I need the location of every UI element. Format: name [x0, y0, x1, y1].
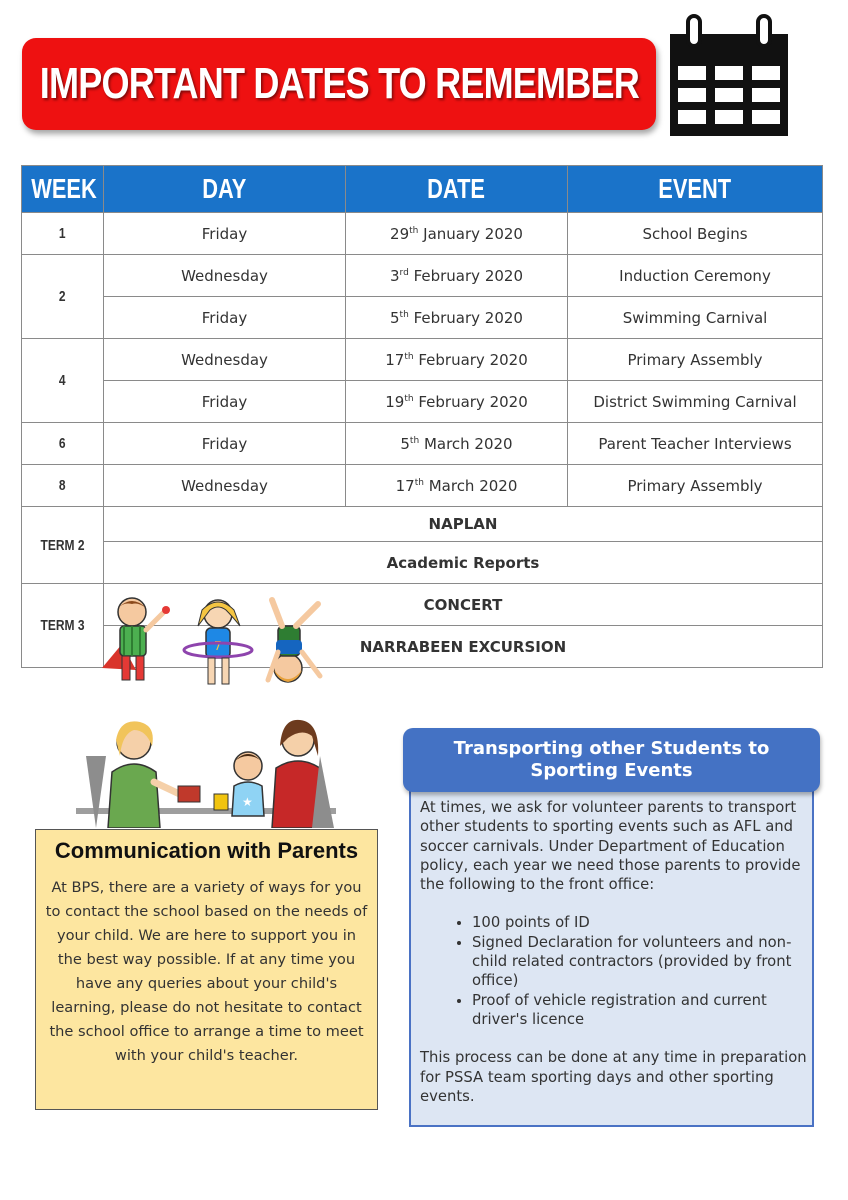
week-cell: 6	[22, 423, 104, 465]
calendar-icon	[668, 14, 790, 138]
transport-body	[420, 798, 808, 1106]
term-event-cell: NAPLAN	[104, 507, 823, 542]
week-cell: 8	[22, 465, 104, 507]
date-cell: 3rd February 2020	[346, 255, 568, 297]
table-row	[22, 213, 823, 255]
term-label-cell: TERM 3	[22, 584, 104, 668]
col-header-week: WEEK	[22, 166, 104, 213]
col-header-date: DATE	[346, 166, 568, 213]
col-header-event: EVENT	[568, 166, 823, 213]
transport-title: Transporting other Students to Sporting Events	[453, 738, 770, 781]
week-cell: 4	[22, 339, 104, 423]
svg-text:7: 7	[214, 639, 222, 653]
event-cell: Parent Teacher Interviews	[568, 423, 823, 465]
date-cell: 17th February 2020	[346, 339, 568, 381]
term-event-cell: CONCERT	[104, 584, 823, 626]
transport-intro: At times, we ask for volunteer parents to transport other students to sporting events such as AFL and soccer carnivals. Under Department of Education policy, each year we need those parents to provide the following to the front office:	[420, 799, 801, 894]
title-banner	[22, 38, 656, 130]
kids-illustration	[92, 596, 342, 696]
term-event-cell: NARRABEEN EXCURSION	[104, 626, 823, 668]
table-row	[22, 255, 823, 297]
day-cell: Friday	[104, 297, 346, 339]
event-cell: District Swimming Carnival	[568, 381, 823, 423]
day-cell: Friday	[104, 381, 346, 423]
list-item: • 100 points of ID	[472, 913, 808, 932]
date-cell: 5th February 2020	[346, 297, 568, 339]
event-cell: School Begins	[568, 213, 823, 255]
transport-outro: This process can be done at any time in preparation for PSSA team sporting days and other sporting events.	[420, 1049, 807, 1105]
date-cell: 17th March 2020	[346, 465, 568, 507]
list-item: • Proof of vehicle registration and current driver's licence	[472, 991, 808, 1030]
day-cell: Friday	[104, 213, 346, 255]
communication-box	[35, 829, 378, 1110]
communication-body: At BPS, there are a variety of ways for you to contact the school based on the needs of your child. We are here to support you in the best way possible. If at any time you have any queries about your child's learning, please do not hesitate to contact the school office to arrange a time to meet with your child's teacher.	[45, 879, 368, 1064]
day-cell: Wednesday	[104, 339, 346, 381]
col-header-day: DAY	[104, 166, 346, 213]
week-cell: 1	[22, 213, 104, 255]
event-cell: Primary Assembly	[568, 465, 823, 507]
teachers-child-illustration	[76, 716, 336, 828]
table-header-row	[22, 166, 823, 213]
event-cell: Induction Ceremony	[568, 255, 823, 297]
event-cell: Primary Assembly	[568, 339, 823, 381]
table-row	[22, 507, 823, 542]
table-row	[22, 465, 823, 507]
term-event-cell: Academic Reports	[104, 542, 823, 584]
requirements-list	[420, 913, 808, 1029]
day-cell: Wednesday	[104, 465, 346, 507]
term-label-cell: TERM 2	[22, 507, 104, 584]
table-row	[22, 381, 823, 423]
page-title: IMPORTANT DATES TO REMEMBER	[39, 59, 639, 108]
table-row	[22, 542, 823, 584]
list-item: • Signed Declaration for volunteers and non-child related contractors (provided by front office)	[472, 933, 808, 991]
table-row	[22, 423, 823, 465]
date-cell: 19th February 2020	[346, 381, 568, 423]
date-cell: 29th January 2020	[346, 213, 568, 255]
day-cell: Friday	[104, 423, 346, 465]
communication-title: Communication with Parents	[54, 838, 359, 863]
table-row	[22, 339, 823, 381]
table-row	[22, 297, 823, 339]
important-dates-table	[21, 165, 823, 668]
date-cell: 5th March 2020	[346, 423, 568, 465]
day-cell: Wednesday	[104, 255, 346, 297]
transport-header	[403, 728, 820, 792]
svg-text:★: ★	[242, 795, 253, 809]
event-cell: Swimming Carnival	[568, 297, 823, 339]
week-cell: 2	[22, 255, 104, 339]
